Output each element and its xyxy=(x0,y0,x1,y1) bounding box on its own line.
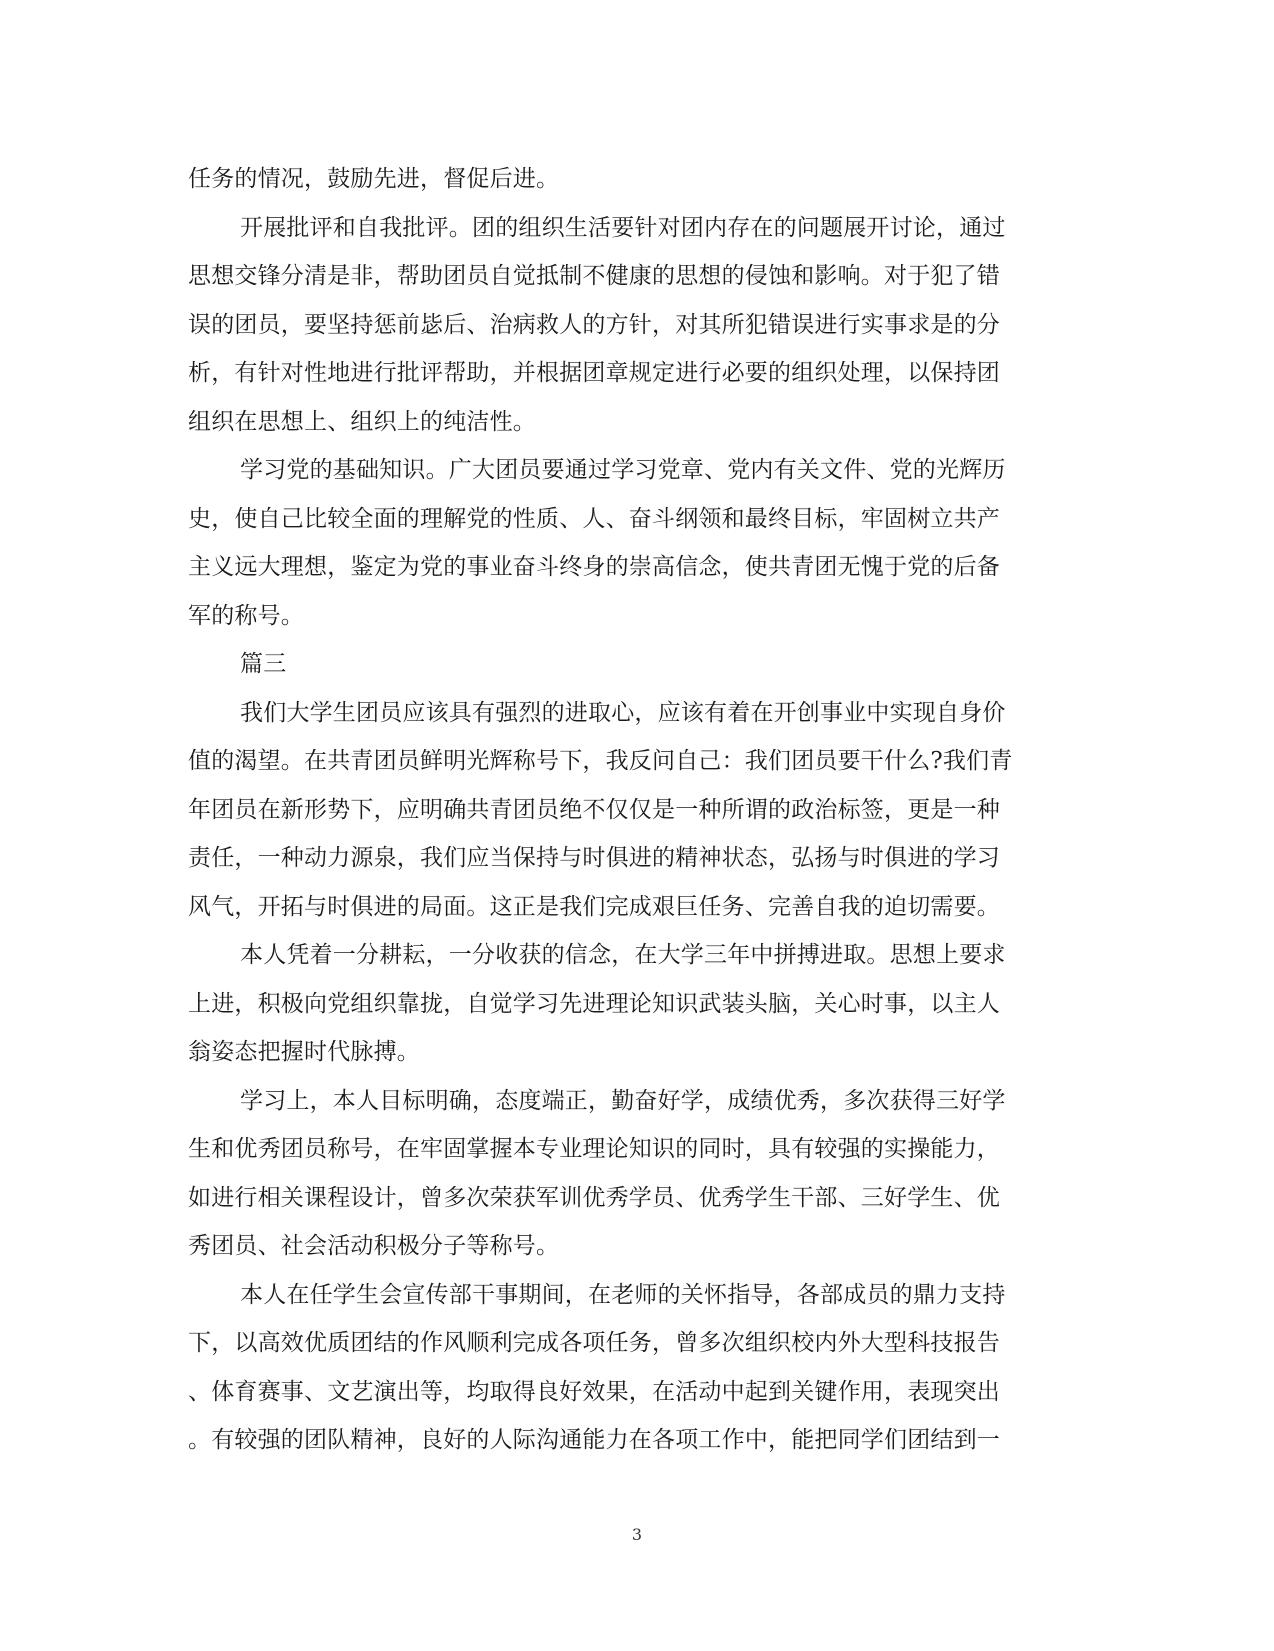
text-line: 。有较强的团队精神，良好的人际沟通能力在各项工作中，能把同学们团结到一 xyxy=(188,1427,1000,1453)
text-line: 误的团员，要坚持惩前毖后、治病救人的方针，对其所犯错误进行实事求是的分 xyxy=(188,311,1000,338)
body-text xyxy=(188,155,1068,1465)
text-line: 组织在思想上、组织上的纯洁性。 xyxy=(188,408,536,435)
text-line: 篇三 xyxy=(240,651,287,677)
page-number: 3 xyxy=(631,1525,643,1544)
text-line: 学习上，本人目标明确，态度端正，勤奋好学，成绩优秀，多次获得三好学 xyxy=(240,1087,1006,1114)
text-line: 我们大学生团员应该具有强烈的进取心，应该有着在开创事业中实现自身价 xyxy=(240,699,1006,726)
text-line: 责任，一种动力源泉，我们应当保持与时俱进的精神状态，弘扬与时俱进的学习 xyxy=(188,845,1000,871)
text-line: 本人凭着一分耕耘，一分收获的信念，在大学三年中拼搏进取。思想上要求 xyxy=(240,942,1006,968)
text-line: 任务的情况，鼓励先进，督促后进。 xyxy=(188,166,560,192)
text-line: 下，以高效优质团结的作风顺利完成各项任务，曾多次组织校内外大型科技报告 xyxy=(188,1330,1000,1356)
text-line: 主义远大理想，鉴定为党的事业奋斗终身的崇高信念，使共青团无愧于党的后备 xyxy=(188,554,1000,580)
text-line: 翁姿态把握时代脉搏。 xyxy=(188,1039,420,1065)
text-line: 史，使自己比较全面的理解党的性质、人、奋斗纲领和最终目标，牢固树立共产 xyxy=(188,505,1000,532)
text-line: 秀团员、社会活动积极分子等称号。 xyxy=(188,1233,560,1259)
text-line: 上进，积极向党组织靠拢，自觉学习先进理论知识武装头脑，关心时事，以主人 xyxy=(188,990,1000,1017)
text-line: 开展批评和自我批评。团的组织生活要针对团内存在的问题展开讨论，通过 xyxy=(240,214,1006,241)
text-line: 生和优秀团员称号，在牢固掌握本专业理论知识的同时，具有较强的实操能力， xyxy=(188,1136,1000,1162)
text-line: 值的渴望。在共青团员鲜明光辉称号下，我反问自己：我们团员要干什么?我们青 xyxy=(188,748,1013,774)
text-line: 学习党的基础知识。广大团员要通过学习党章、党内有关文件、党的光辉历 xyxy=(240,457,1006,483)
text-line: 年团员在新形势下，应明确共青团员绝不仅仅是一种所谓的政治标签，更是一种 xyxy=(188,796,1000,823)
text-line: 析，有针对性地进行批评帮助，并根据团章规定进行必要的组织处理，以保持团 xyxy=(188,360,1000,386)
text-line: 本人在任学生会宣传部干事期间，在老师的关怀指导，各部成员的鼎力支持 xyxy=(240,1281,1006,1308)
text-line: 、体育赛事、文艺演出等，均取得良好效果，在活动中起到关键作用，表现突出 xyxy=(188,1378,1000,1405)
text-line: 思想交锋分清是非，帮助团员自觉抵制不健康的思想的侵蚀和影响。对于犯了错 xyxy=(188,263,1000,289)
text-line: 如进行相关课程设计，曾多次荣获军训优秀学员、优秀学生干部、三好学生、优 xyxy=(188,1184,1000,1211)
text-line: 风气，开拓与时俱进的局面。这正是我们完成艰巨任务、完善自我的迫切需要。 xyxy=(188,893,1000,920)
text-line: 军的称号。 xyxy=(188,602,304,629)
